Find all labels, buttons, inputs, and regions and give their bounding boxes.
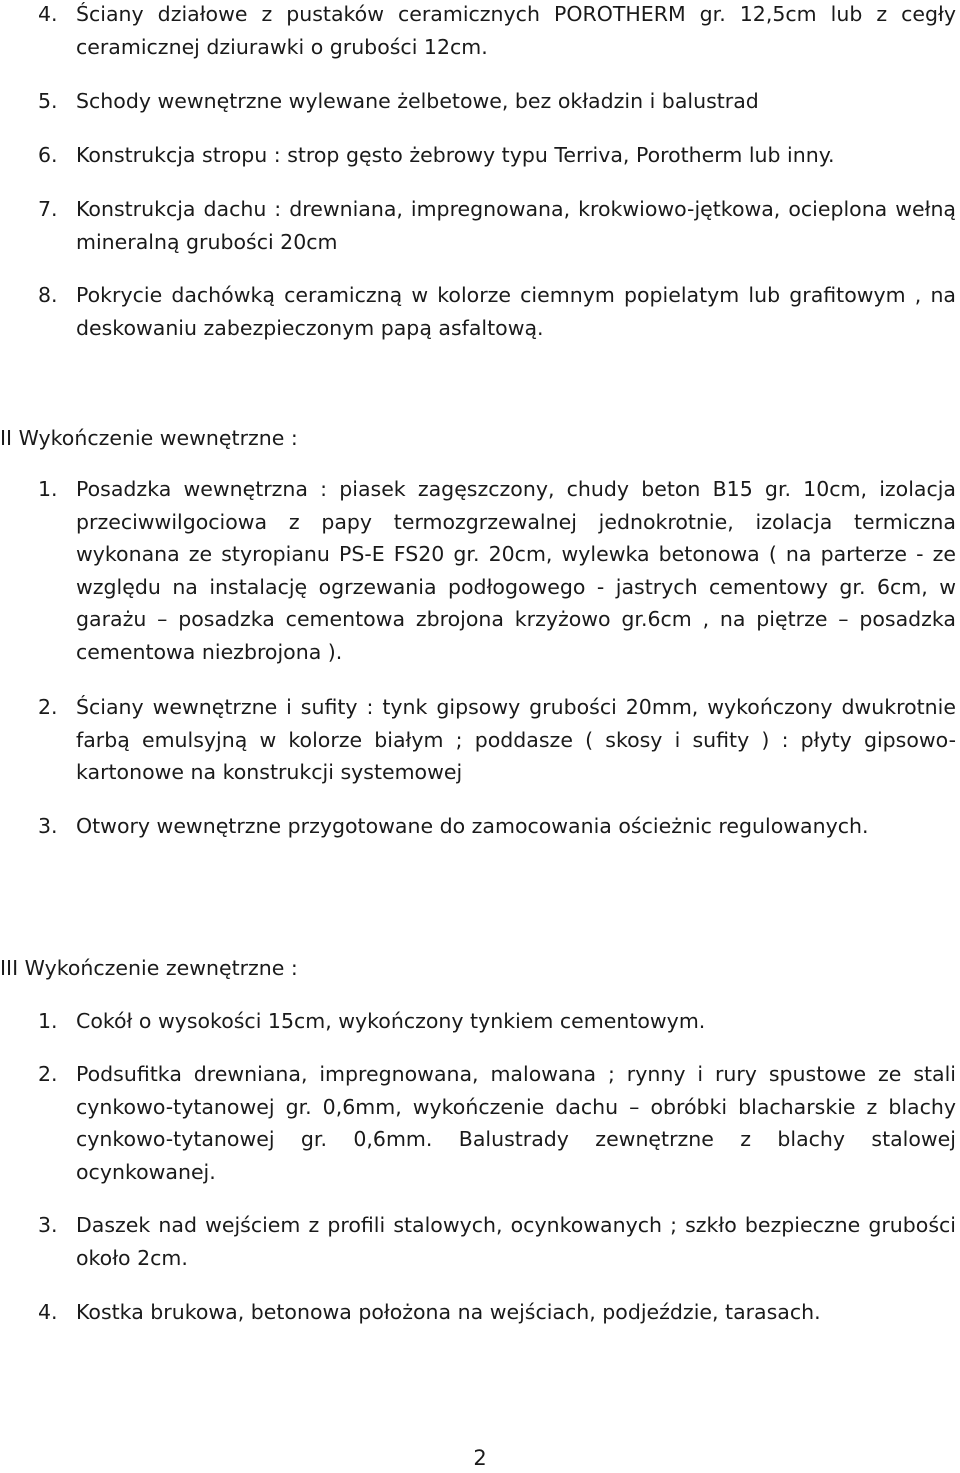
item-text: Ściany wewnętrzne i sufity : tynk gipsowy grubości 20mm, wykończony dwukrotnie farbą emulsyjną w kolorze białym ; poddasze ( skosy i sufity ) : płyty gipsowo-kartonowe na konstrukcji systemowej [76,695,956,784]
item-text: Otwory wewnętrzne przygotowane do zamocowania ościeżnic regulowanych. [76,814,869,838]
item-text: Schody wewnętrzne wylewane żelbetowe, bez okładzin i balustrad [76,89,759,113]
item-number: 2. [38,1062,58,1086]
item-number: 5. [38,89,58,113]
item-number: 6. [38,143,58,167]
list-item-interior-2 [38,691,956,789]
list-item-construction-6 [38,139,956,172]
item-number: 3. [38,1213,58,1237]
item-text: Posadzka wewnętrzna : piasek zagęszczony, chudy beton B15 gr. 10cm, izolacja przeciwwilgociowa z papy termozgrzewalnej jednokrotnie, izolacja termiczna wykonana ze styropianu PS-E FS20 gr. 20cm, wylewka betonowa ( na parterze - ze względu na instalację ogrzewania podłogowego - jastrych cementowy gr. 6cm, w garażu – posadzka cementowa zbrojona krzyżowo gr.6cm , na piętrze – posadzka cementowa niezbrojona ). [76,477,956,664]
item-text: Pokrycie dachówką ceramiczną w kolorze ciemnym popielatym lub grafitowym , na deskowaniu zabezpieczonym papą asfaltową. [76,283,956,340]
item-text: Podsufitka drewniana, impregnowana, malowana ; rynny i rury spustowe ze stali cynkowo-tytanowej gr. 0,6mm, wykończenie dachu – obróbki blacharskie z blachy cynkowo-tytanowej gr. 0,6mm. Balustrady zewnętrzne z blachy stalowej ocynkowanej. [76,1062,956,1184]
list-item-construction-8 [38,279,956,344]
item-text: Cokół o wysokości 15cm, wykończony tynkiem cementowym. [76,1009,706,1033]
item-number: 1. [38,477,58,501]
list-item-construction-5 [38,85,956,118]
list-item-interior-3 [38,810,956,843]
section-heading-exterior: III Wykończenie zewnętrzne : [0,956,298,980]
item-text: Konstrukcja dachu : drewniana, impregnowana, krokwiowo-jętkowa, ocieplona wełną mineralną grubości 20cm [76,197,956,254]
item-number: 4. [38,1300,58,1324]
section-heading-interior: II Wykończenie wewnętrzne : [0,426,298,450]
list-item-exterior-4 [38,1296,956,1329]
list-item-construction-7 [38,193,956,258]
item-number: 8. [38,283,58,307]
item-number: 2. [38,695,58,719]
item-text: Ściany działowe z pustaków ceramicznych POROTHERM gr. 12,5cm lub z cegły ceramicznej dziurawki o grubości 12cm. [76,2,956,59]
list-item-interior-1 [38,473,956,668]
item-text: Konstrukcja stropu : strop gęsto żebrowy typu Terriva, Porotherm lub inny. [76,143,835,167]
item-number: 3. [38,814,58,838]
list-item-construction-4 [38,0,956,63]
item-number: 7. [38,197,58,221]
item-number: 1. [38,1009,58,1033]
page-number: 2 [473,1446,487,1470]
list-item-exterior-3 [38,1209,956,1274]
list-item-exterior-1 [38,1005,956,1038]
item-text: Daszek nad wejściem z profili stalowych, ocynkowanych ; szkło bezpieczne grubości około 2cm. [76,1213,956,1270]
item-text: Kostka brukowa, betonowa położona na wejściach, podjeździe, tarasach. [76,1300,821,1324]
list-item-exterior-2 [38,1058,956,1188]
item-number: 4. [38,2,58,26]
